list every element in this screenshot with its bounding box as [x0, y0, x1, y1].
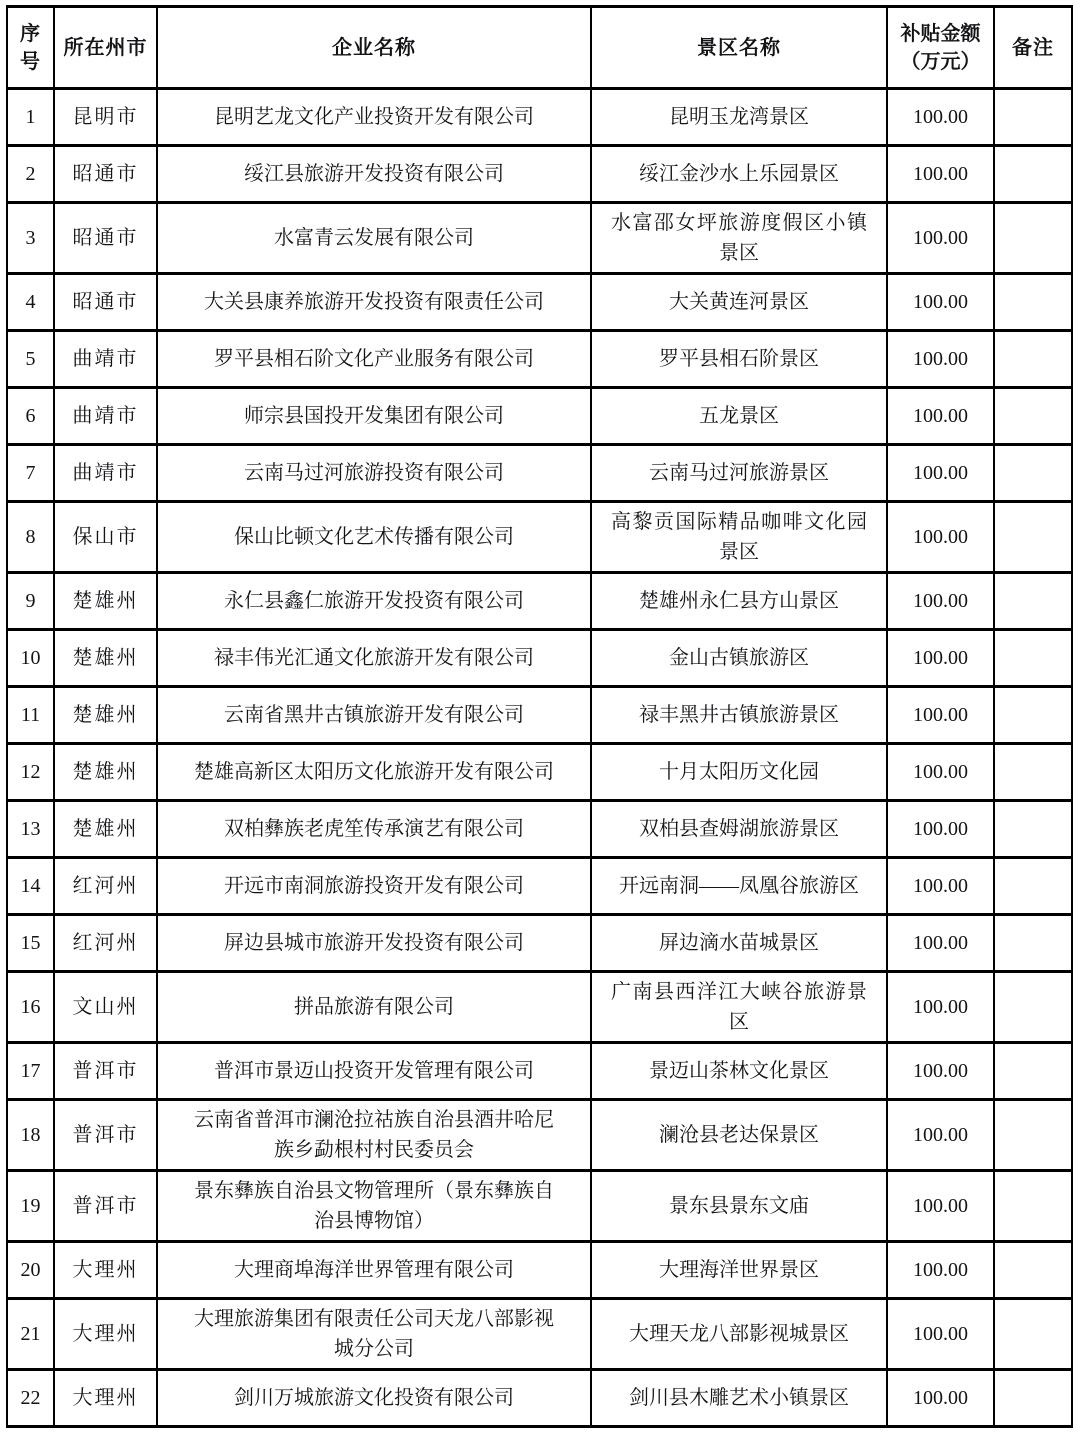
cell-city: 文山州 — [54, 972, 157, 1043]
cell-city: 普洱市 — [54, 1171, 157, 1242]
cell-company: 永仁县鑫仁旅游开发投资有限公司 — [157, 573, 591, 630]
cell-remark — [994, 744, 1072, 801]
cell-scenic: 昆明玉龙湾景区 — [591, 89, 887, 146]
cell-scenic: 高黎贡国际精品咖啡文化园景区 — [591, 502, 887, 573]
cell-no: 17 — [7, 1043, 54, 1100]
table-row — [7, 331, 1072, 388]
cell-city: 红河州 — [54, 858, 157, 915]
cell-amount: 100.00 — [887, 1242, 994, 1299]
cell-city: 大理州 — [54, 1242, 157, 1299]
cell-remark — [994, 801, 1072, 858]
cell-city: 楚雄州 — [54, 801, 157, 858]
table-row — [7, 1043, 1072, 1100]
cell-scenic: 水富邵女坪旅游度假区小镇景区 — [591, 203, 887, 274]
header-cell-company: 企业名称 — [157, 7, 591, 89]
cell-city: 楚雄州 — [54, 744, 157, 801]
cell-city: 昭通市 — [54, 274, 157, 331]
cell-company: 大关县康养旅游开发投资有限责任公司 — [157, 274, 591, 331]
cell-amount: 100.00 — [887, 388, 994, 445]
cell-remark — [994, 445, 1072, 502]
cell-remark — [994, 630, 1072, 687]
cell-amount: 100.00 — [887, 1370, 994, 1427]
cell-company: 师宗县国投开发集团有限公司 — [157, 388, 591, 445]
cell-scenic: 双柏县查姆湖旅游景区 — [591, 801, 887, 858]
cell-city: 大理州 — [54, 1299, 157, 1370]
table-row — [7, 687, 1072, 744]
table-row — [7, 1100, 1072, 1171]
cell-company: 绥江县旅游开发投资有限公司 — [157, 146, 591, 203]
table-row — [7, 1242, 1072, 1299]
cell-company: 普洱市景迈山投资开发管理有限公司 — [157, 1043, 591, 1100]
cell-no: 21 — [7, 1299, 54, 1370]
cell-amount: 100.00 — [887, 801, 994, 858]
cell-no: 3 — [7, 203, 54, 274]
header-cell-scenic: 景区名称 — [591, 7, 887, 89]
cell-scenic: 剑川县木雕艺术小镇景区 — [591, 1370, 887, 1427]
cell-amount: 100.00 — [887, 630, 994, 687]
cell-scenic: 大理海洋世界景区 — [591, 1242, 887, 1299]
cell-no: 8 — [7, 502, 54, 573]
cell-scenic: 罗平县相石阶景区 — [591, 331, 887, 388]
cell-amount: 100.00 — [887, 915, 994, 972]
subsidy-table — [6, 5, 1073, 1428]
cell-company: 云南马过河旅游投资有限公司 — [157, 445, 591, 502]
cell-remark — [994, 1370, 1072, 1427]
cell-city: 昆明市 — [54, 89, 157, 146]
cell-remark — [994, 1242, 1072, 1299]
table-row — [7, 274, 1072, 331]
cell-city: 普洱市 — [54, 1043, 157, 1100]
cell-company: 剑川万城旅游文化投资有限公司 — [157, 1370, 591, 1427]
header-cell-city: 所在州市 — [54, 7, 157, 89]
cell-city: 曲靖市 — [54, 388, 157, 445]
table-row — [7, 801, 1072, 858]
cell-no: 14 — [7, 858, 54, 915]
cell-city: 曲靖市 — [54, 331, 157, 388]
cell-remark — [994, 331, 1072, 388]
cell-company: 罗平县相石阶文化产业服务有限公司 — [157, 331, 591, 388]
cell-scenic: 澜沧县老达保景区 — [591, 1100, 887, 1171]
cell-amount: 100.00 — [887, 89, 994, 146]
cell-amount: 100.00 — [887, 972, 994, 1043]
cell-company: 开远市南洞旅游投资开发有限公司 — [157, 858, 591, 915]
table-row — [7, 744, 1072, 801]
cell-remark — [994, 573, 1072, 630]
header-row — [7, 7, 1072, 89]
cell-company: 大理旅游集团有限责任公司天龙八部影视城分公司 — [157, 1299, 591, 1370]
cell-amount: 100.00 — [887, 1171, 994, 1242]
cell-remark — [994, 1171, 1072, 1242]
cell-scenic: 大关黄连河景区 — [591, 274, 887, 331]
cell-amount: 100.00 — [887, 146, 994, 203]
cell-city: 楚雄州 — [54, 630, 157, 687]
header-cell-remark: 备注 — [994, 7, 1072, 89]
cell-company: 屏边县城市旅游开发投资有限公司 — [157, 915, 591, 972]
cell-amount: 100.00 — [887, 687, 994, 744]
cell-scenic: 十月太阳历文化园 — [591, 744, 887, 801]
cell-remark — [994, 502, 1072, 573]
cell-company: 云南省黑井古镇旅游开发有限公司 — [157, 687, 591, 744]
cell-no: 2 — [7, 146, 54, 203]
cell-no: 11 — [7, 687, 54, 744]
cell-remark — [994, 274, 1072, 331]
table-row — [7, 388, 1072, 445]
table-row — [7, 203, 1072, 274]
cell-remark — [994, 972, 1072, 1043]
cell-no: 12 — [7, 744, 54, 801]
cell-city: 大理州 — [54, 1370, 157, 1427]
cell-no: 13 — [7, 801, 54, 858]
cell-no: 20 — [7, 1242, 54, 1299]
cell-amount: 100.00 — [887, 502, 994, 573]
cell-company: 云南省普洱市澜沧拉祜族自治县酒井哈尼族乡勐根村村民委员会 — [157, 1100, 591, 1171]
table-row — [7, 972, 1072, 1043]
cell-no: 9 — [7, 573, 54, 630]
cell-remark — [994, 89, 1072, 146]
table-row — [7, 146, 1072, 203]
cell-company: 水富青云发展有限公司 — [157, 203, 591, 274]
table-row — [7, 858, 1072, 915]
cell-no: 4 — [7, 274, 54, 331]
table-row — [7, 573, 1072, 630]
cell-scenic: 景迈山茶林文化景区 — [591, 1043, 887, 1100]
cell-scenic: 绥江金沙水上乐园景区 — [591, 146, 887, 203]
cell-company: 保山比顿文化艺术传播有限公司 — [157, 502, 591, 573]
cell-remark — [994, 687, 1072, 744]
table-row — [7, 630, 1072, 687]
cell-amount: 100.00 — [887, 1100, 994, 1171]
cell-remark — [994, 146, 1072, 203]
cell-scenic: 禄丰黑井古镇旅游景区 — [591, 687, 887, 744]
cell-company: 楚雄高新区太阳历文化旅游开发有限公司 — [157, 744, 591, 801]
cell-amount: 100.00 — [887, 1043, 994, 1100]
cell-remark — [994, 388, 1072, 445]
cell-company: 禄丰伟光汇通文化旅游开发有限公司 — [157, 630, 591, 687]
cell-city: 昭通市 — [54, 203, 157, 274]
cell-amount: 100.00 — [887, 331, 994, 388]
cell-scenic: 五龙景区 — [591, 388, 887, 445]
cell-scenic: 云南马过河旅游景区 — [591, 445, 887, 502]
cell-no: 19 — [7, 1171, 54, 1242]
table-row — [7, 445, 1072, 502]
cell-remark — [994, 1299, 1072, 1370]
cell-scenic: 大理天龙八部影视城景区 — [591, 1299, 887, 1370]
cell-company: 昆明艺龙文化产业投资开发有限公司 — [157, 89, 591, 146]
cell-city: 昭通市 — [54, 146, 157, 203]
cell-company: 景东彝族自治县文物管理所（景东彝族自治县博物馆） — [157, 1171, 591, 1242]
cell-no: 22 — [7, 1370, 54, 1427]
cell-amount: 100.00 — [887, 744, 994, 801]
table-row — [7, 89, 1072, 146]
cell-amount: 100.00 — [887, 445, 994, 502]
table-header — [7, 7, 1072, 89]
cell-no: 1 — [7, 89, 54, 146]
cell-city: 红河州 — [54, 915, 157, 972]
cell-scenic: 景东县景东文庙 — [591, 1171, 887, 1242]
cell-remark — [994, 1100, 1072, 1171]
cell-amount: 100.00 — [887, 858, 994, 915]
cell-city: 楚雄州 — [54, 687, 157, 744]
table-body — [7, 89, 1072, 1427]
table-row — [7, 502, 1072, 573]
cell-city: 楚雄州 — [54, 573, 157, 630]
cell-scenic: 楚雄州永仁县方山景区 — [591, 573, 887, 630]
cell-scenic: 屏边滴水苗城景区 — [591, 915, 887, 972]
cell-remark — [994, 858, 1072, 915]
cell-scenic: 开远南洞——凤凰谷旅游区 — [591, 858, 887, 915]
table-row — [7, 1370, 1072, 1427]
cell-company: 拼品旅游有限公司 — [157, 972, 591, 1043]
cell-company: 双柏彝族老虎笙传承演艺有限公司 — [157, 801, 591, 858]
cell-remark — [994, 915, 1072, 972]
cell-no: 6 — [7, 388, 54, 445]
cell-no: 5 — [7, 331, 54, 388]
table-row — [7, 1171, 1072, 1242]
cell-no: 10 — [7, 630, 54, 687]
cell-city: 保山市 — [54, 502, 157, 573]
cell-no: 18 — [7, 1100, 54, 1171]
header-cell-no: 序号 — [7, 7, 54, 89]
cell-amount: 100.00 — [887, 1299, 994, 1370]
cell-company: 大理商埠海洋世界管理有限公司 — [157, 1242, 591, 1299]
cell-no: 16 — [7, 972, 54, 1043]
cell-remark — [994, 203, 1072, 274]
cell-scenic: 金山古镇旅游区 — [591, 630, 887, 687]
cell-no: 7 — [7, 445, 54, 502]
cell-scenic: 广南县西洋江大峡谷旅游景区 — [591, 972, 887, 1043]
cell-city: 普洱市 — [54, 1100, 157, 1171]
table-row — [7, 1299, 1072, 1370]
cell-amount: 100.00 — [887, 203, 994, 274]
header-cell-amount: 补贴金额（万元） — [887, 7, 994, 89]
cell-amount: 100.00 — [887, 573, 994, 630]
cell-city: 曲靖市 — [54, 445, 157, 502]
cell-amount: 100.00 — [887, 274, 994, 331]
table-row — [7, 915, 1072, 972]
cell-no: 15 — [7, 915, 54, 972]
cell-remark — [994, 1043, 1072, 1100]
